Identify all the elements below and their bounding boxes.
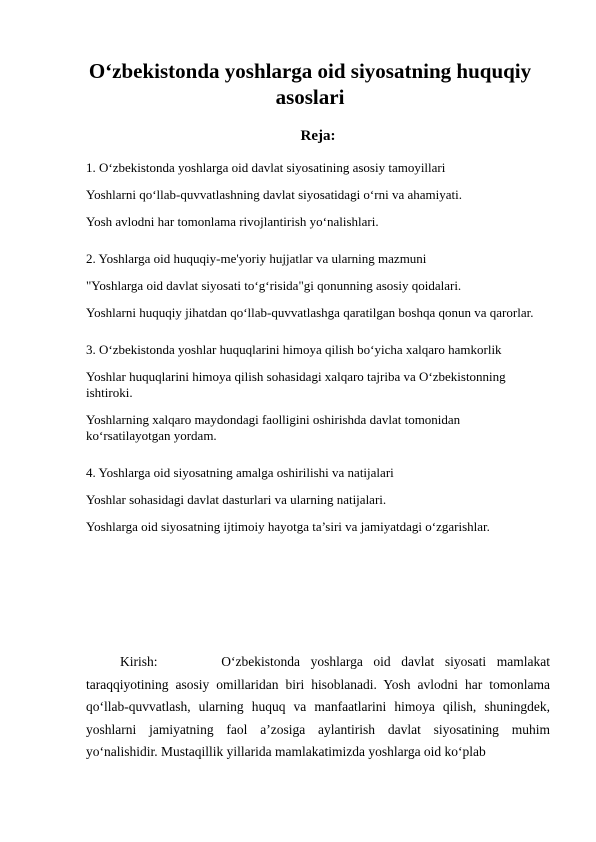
section-item: Yoshlarni huquqiy jihatdan qo‘llab-quvvatlashga qaratilgan boshqa qonun va qarorlar.: [86, 305, 534, 320]
section-item: Yosh avlodni har tomonlama rivojlantirish yo‘nalishlari.: [86, 214, 379, 229]
section-item: Yoshlarni qo‘llab-quvvatlashning davlat siyosatidagi o‘rni va ahamiyati.: [86, 187, 462, 202]
section-heading: 3. O‘zbekistonda yoshlar huquqlarini himoya qilish bo‘yicha xalqaro hamkorlik: [86, 342, 502, 357]
section-heading: 2. Yoshlarga oid huquqiy-me'yoriy hujjatlar va ularning mazmuni: [86, 251, 427, 266]
intro-text: O‘zbekistonda yoshlarga oid davlat siyosati mamlakat taraqqiyotining asosiy omillaridan biri hisoblanadi. Yosh avlodni har tomonlama qo‘llab-quvvatlash, ularning huquq va manfaatlarini himoya qilish, shuningdek, yoshlarni jamiyatning faol a’zosiga aylantirish davlat siyosatining muhim yo‘nalishidir. Mustaqillik yillarida mamlakatimizda yoshlarga oid ko‘plab: [86, 654, 551, 759]
section-item: Yoshlarga oid siyosatning ijtimoiy hayotga ta’siri va jamiyatdagi o‘zgarishlar.: [86, 519, 490, 534]
section-item: Yoshlar sohasidagi davlat dasturlari va ularning natijalari.: [86, 492, 387, 507]
section-heading: 4. Yoshlarga oid siyosatning amalga oshirilishi va natijalari: [86, 465, 394, 480]
document-title: O‘zbekistonda yoshlarga oid siyosatning huquqiy asoslari: [88, 59, 532, 109]
plan-outline: [86, 160, 546, 535]
plan-heading: Reja:: [300, 128, 336, 144]
intro-label: Kirish:: [120, 654, 158, 669]
section-item: Yoshlarning xalqaro maydondagi faolligini oshirishda davlat tomonidan ko‘rsatilayotgan yordam.: [86, 412, 461, 443]
intro-paragraph: [86, 651, 550, 764]
section-item: Yoshlar huquqlarini himoya qilish sohasidagi xalqaro tajriba va O‘zbekistonning ishtiroki.: [86, 369, 506, 400]
section-item: "Yoshlarga oid davlat siyosati to‘g‘risida"gi qonunning asosiy qoidalari.: [86, 278, 462, 293]
section-heading: 1. O‘zbekistonda yoshlarga oid davlat siyosatining asosiy tamoyillari: [86, 160, 446, 175]
